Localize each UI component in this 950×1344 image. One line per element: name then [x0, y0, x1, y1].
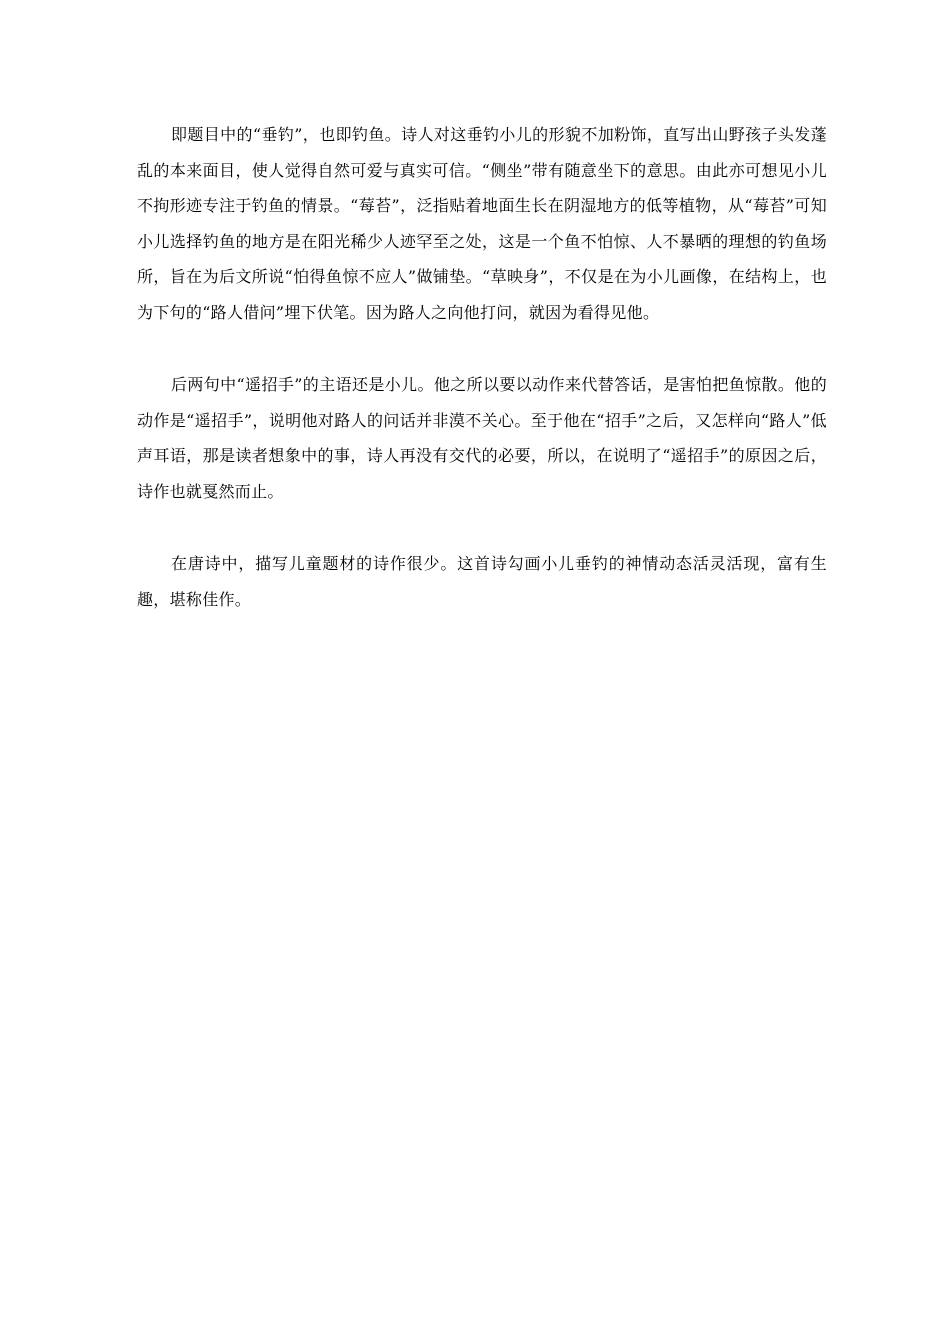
paragraph-conclusion: 在唐诗中，描写儿童题材的诗作很少。这首诗勾画小儿垂钓的神情动态活灵活现，富有生趣，堪称佳作。: [137, 554, 827, 609]
paragraph-analysis-last-lines: 后两句中“遥招手”的主语还是小儿。他之所以要以动作来代替答话，是害怕把鱼惊散。他的动作是“遥招手”，说明他对路人的问话并非漠不关心。至于他在“招手”之后，又怎样向“路人”低声耳语，那是读者想象中的事，诗人再没有交代的必要，所以，在说明了“遥招手”的原因之后，诗作也就戛然而止。: [137, 375, 827, 501]
paragraph-analysis-first-lines: 即题目中的“垂钓”，也即钓鱼。诗人对这垂钓小儿的形貌不加粉饰，直写出山野孩子头发蓬乱的本来面目，使人觉得自然可爱与真实可信。“侧坐”带有随意坐下的意思。由此亦可想见小儿不拘形迹专注于钓鱼的情景。“莓苔”，泛指贴着地面生长在阴湿地方的低等植物，从“莓苔”可知小儿选择钓鱼的地方是在阳光稀少人迹罕至之处，这是一个鱼不怕惊、人不暴晒的理想的钓鱼场所，旨在为后文所说“怕得鱼惊不应人”做铺垫。“草映身”，不仅是在为小儿画像，在结构上，也为下句的“路人借问”埋下伏笔。因为路人之向他打问，就因为看得见他。: [137, 125, 827, 322]
document-page: [137, 117, 827, 654]
